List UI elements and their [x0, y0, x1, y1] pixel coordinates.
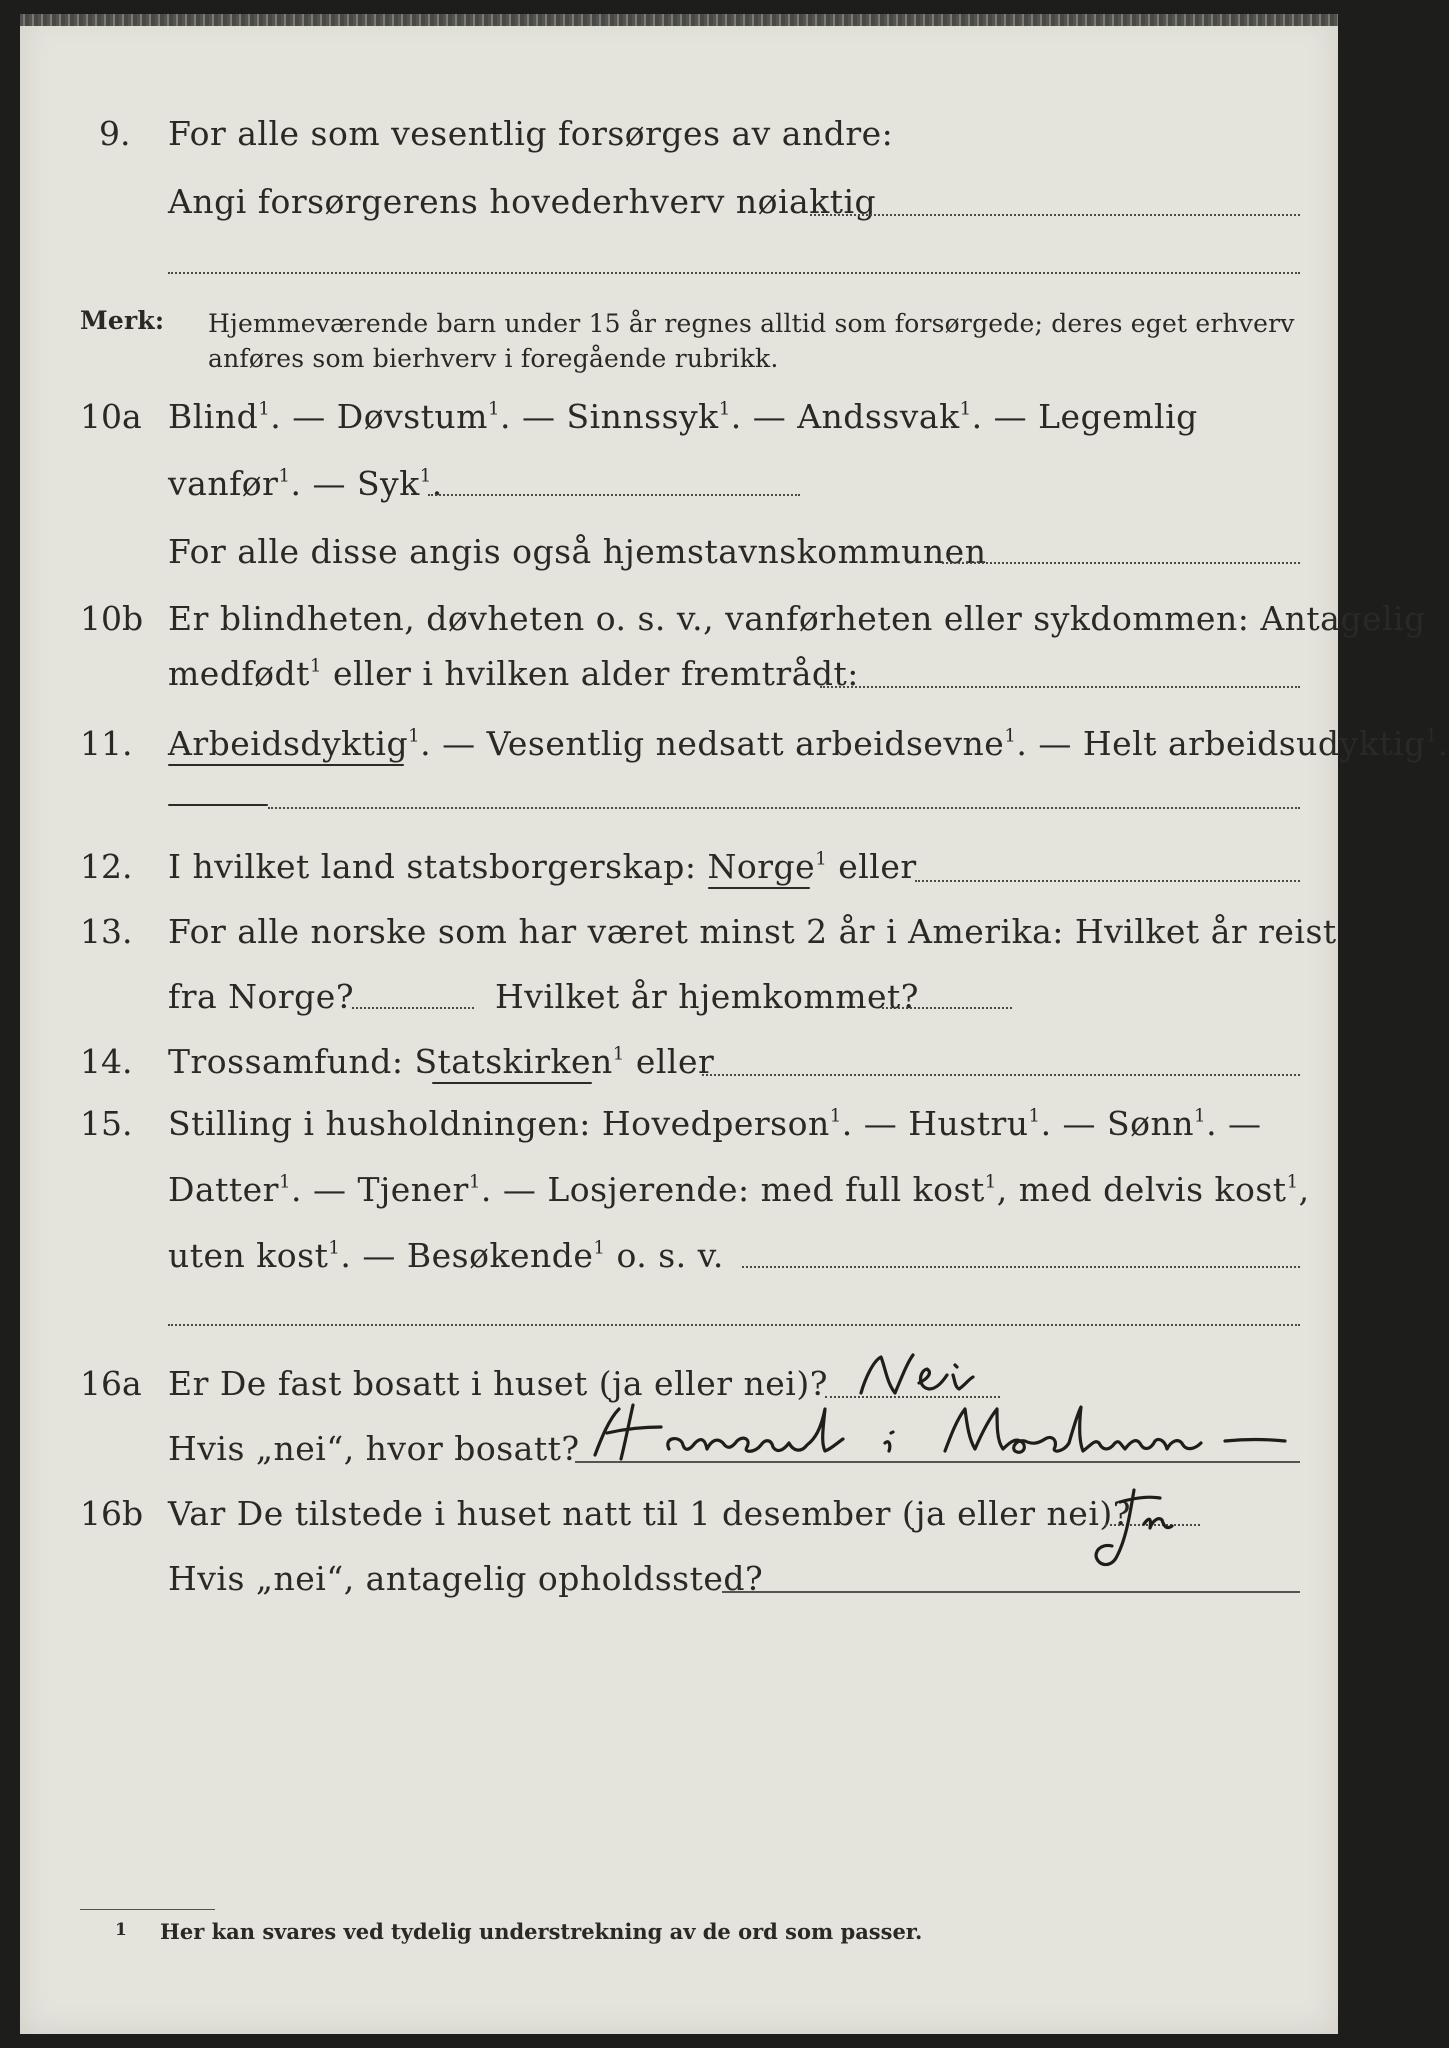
- page-top-edge: [20, 14, 1338, 26]
- answer-line-9: [810, 214, 1300, 216]
- question-12-line-1: I hvilket land statsborgerskap: Norge$^1$ eller: [168, 847, 917, 886]
- underline-mark-short: [168, 804, 268, 806]
- question-9-line-2: Angi forsørgerens hovederhverv nøiaktig: [168, 182, 877, 221]
- question-15-number: 15.: [80, 1104, 133, 1143]
- question-16a-number: 16a: [80, 1364, 142, 1403]
- question-16a-line-1: Er De fast bosatt i huset (ja eller nei)?: [168, 1364, 828, 1403]
- question-14-line-1: Trossamfund: Statskirken$^1$ eller: [168, 1042, 715, 1081]
- answer-line-16b-whereabouts: [722, 1591, 1300, 1593]
- question-14-number: 14.: [80, 1042, 133, 1081]
- note-label: Merk:: [80, 306, 165, 335]
- answer-line-9-continued: [168, 272, 1300, 274]
- answer-line-10a-sick: [428, 494, 800, 496]
- question-11-line-1: Arbeidsdyktig$^1$. — Vesentlig nedsatt arbeidsevne$^1$. — Helt arbeidsudyktig$^1$.: [168, 724, 1449, 763]
- underline-statskirken: [432, 1082, 592, 1084]
- census-form-page: [20, 14, 1449, 2034]
- underline-norge: [708, 887, 810, 889]
- answer-line-13-departure: [352, 1007, 474, 1009]
- question-15-line-3: uten kost$^1$. — Besøkende$^1$ o. s. v.: [168, 1236, 724, 1275]
- note-line-2: anføres som bierhverv i foregående rubrikk.: [208, 344, 779, 373]
- answer-line-13-return: [882, 1007, 1012, 1009]
- answer-line-15-continued: [168, 1324, 1300, 1326]
- note-line-1: Hjemmeværende barn under 15 år regnes alltid som forsørgede; deres eget erhverv: [208, 309, 1295, 338]
- answer-line-10a-municipality: [942, 562, 1300, 564]
- footnote-separator: [80, 1909, 215, 1910]
- question-9-number: 9.: [99, 114, 131, 153]
- question-13-number: 13.: [80, 912, 133, 951]
- question-11-number: 11.: [80, 724, 133, 763]
- question-16b-number: 16b: [80, 1494, 144, 1533]
- handwritten-answer-place: [585, 1399, 1305, 1469]
- question-10b-line-2: medfødt$^1$ eller i hvilken alder fremtrådt:: [168, 654, 859, 693]
- underline-arbeidsdyktig: [168, 764, 404, 766]
- question-10a-line-3: For alle disse angis også hjemstavnskommunen: [168, 532, 987, 571]
- question-16b-line-1: Var De tilstede i huset natt til 1 desember (ja eller nei)?: [168, 1494, 1131, 1533]
- answer-line-10b: [820, 686, 1300, 688]
- handwritten-answer-ja: [1090, 1484, 1200, 1574]
- question-10b-number: 10b: [80, 599, 144, 638]
- answer-line-11: [268, 807, 1300, 809]
- question-10a-line-2: vanfør$^1$. — Syk$^1$.: [168, 464, 443, 503]
- question-13-line-2b: Hvilket år hjemkommet?: [495, 977, 919, 1016]
- answer-line-12: [915, 880, 1300, 882]
- question-16b-line-2: Hvis „nei“, antagelig opholdssted?: [168, 1559, 764, 1598]
- question-10a-number: 10a: [80, 397, 142, 436]
- footnote-text: Her kan svares ved tydelig understrekning av de ord som passer.: [160, 1919, 923, 1944]
- question-12-number: 12.: [80, 847, 133, 886]
- question-9-line-1: For alle som vesentlig forsørges av andre:: [168, 114, 894, 153]
- question-10b-line-1: Er blindheten, døvheten o. s. v., vanførheten eller sykdommen: Antagelig: [168, 599, 1426, 638]
- question-16a-line-2: Hvis „nei“, hvor bosatt?: [168, 1429, 580, 1468]
- answer-line-15: [742, 1266, 1300, 1268]
- answer-line-14: [702, 1074, 1300, 1076]
- question-13-line-1: For alle norske som har været minst 2 år i Amerika: Hvilket år reist: [168, 912, 1337, 951]
- question-13-line-2a: fra Norge?: [168, 977, 355, 1016]
- question-15-line-2: Datter$^1$. — Tjener$^1$. — Losjerende: med full kost$^1$, med delvis kost$^1$,: [168, 1170, 1310, 1209]
- footnote-mark: 1: [115, 1920, 127, 1940]
- question-15-line-1: Stilling i husholdningen: Hovedperson$^1$. — Hustru$^1$. — Sønn$^1$. —: [168, 1104, 1262, 1143]
- question-10a-line-1: Blind$^1$. — Døvstum$^1$. — Sinnssyk$^1$. — Andssvak$^1$. — Legemlig: [168, 397, 1198, 436]
